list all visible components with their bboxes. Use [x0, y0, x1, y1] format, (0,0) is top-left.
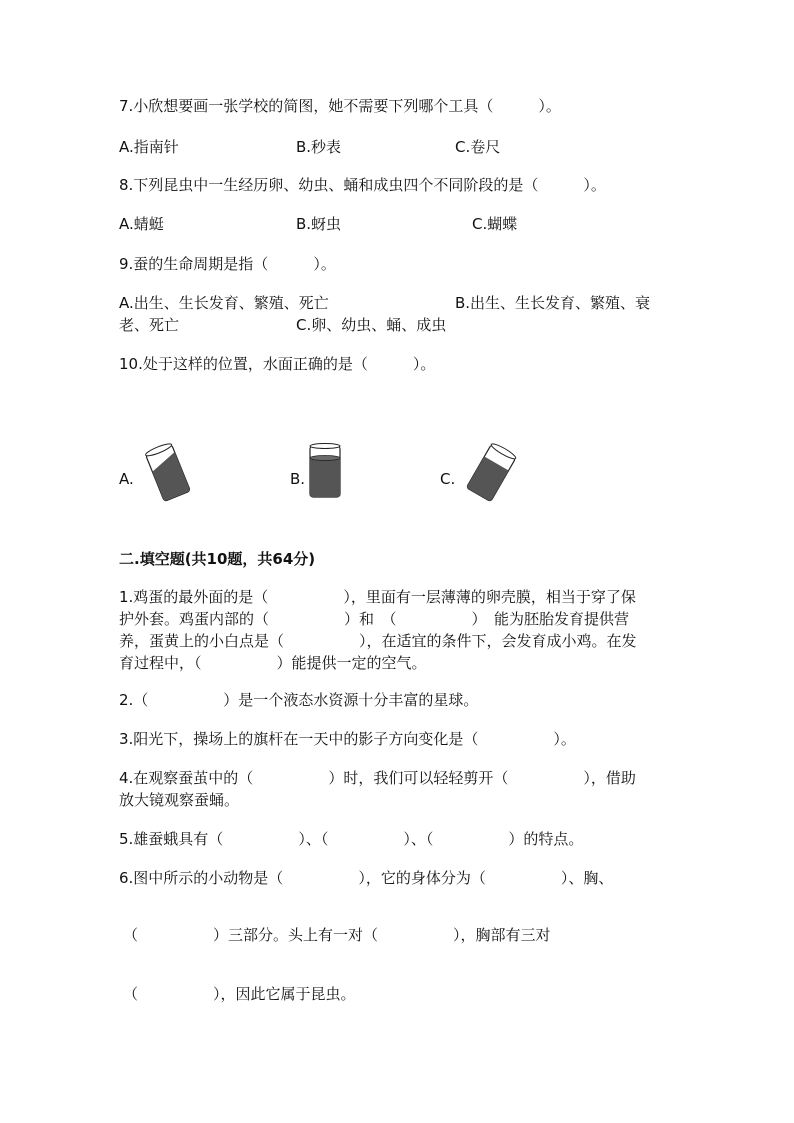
fill-q1-line1: 1.鸡蛋的最外面的是（ ），里面有一层薄薄的卵壳膜，相当于穿了保	[119, 588, 636, 606]
q9-option-a: A.出生、生长发育、繁殖、死亡	[119, 294, 329, 312]
q7-stem: 7.小欣想要画一张学校的简图，她不需要下列哪个工具（ ）。	[119, 97, 561, 115]
q9-option-c: C.卵、幼虫、蛹、成虫	[296, 316, 447, 334]
section2-heading: 二.填空题(共10题，共64分)	[119, 550, 316, 568]
q9-option-b-part1: B.出生、生长发育、繁殖、衰	[455, 294, 651, 312]
fill-q6-line3: （ ），因此它属于昆虫。	[123, 985, 356, 1003]
q9-stem: 9.蚕的生命周期是指（ ）。	[119, 255, 336, 273]
fill-q1-line2: 护外套。鸡蛋内部的（ ）和 （ ） 能为胚胎发育提供营	[119, 610, 630, 628]
fill-q6-line1: 6.图中所示的小动物是（ ），它的身体分为（ ）、胸、	[119, 869, 614, 887]
q10-glass-c-image	[460, 440, 522, 506]
q7-option-a: A.指南针	[119, 138, 179, 156]
fill-q2: 2.（ ）是一个液态水资源十分丰富的星球。	[119, 691, 479, 709]
fill-q1-line3: 养，蛋黄上的小白点是（ ），在适宜的条件下，会发育成小鸡。在发	[119, 632, 637, 650]
q8-stem: 8.下列昆虫中一生经历卵、幼虫、蛹和成虫四个不同阶段的是（ ）。	[119, 176, 606, 194]
q10-glass-a-image	[140, 440, 196, 506]
q8-option-c: C.蝴蝶	[472, 215, 518, 233]
q9-option-b-part2: 老、死亡	[119, 316, 180, 334]
q8-option-b: B.蚜虫	[296, 215, 342, 233]
q7-option-b: B.秒表	[296, 138, 342, 156]
q10-option-c-label: C.	[440, 470, 456, 488]
fill-q6-line2: （ ）三部分。头上有一对（ ），胸部有三对	[123, 926, 551, 944]
q10-glass-b-image	[305, 442, 345, 500]
fill-q5: 5.雄蚕蛾具有（ ）、（ ）、（ ）的特点。	[119, 830, 584, 848]
q10-option-b-label: B.	[290, 470, 306, 488]
fill-q4-line2: 放大镜观察蚕蛹。	[119, 791, 240, 809]
fill-q4-line1: 4.在观察蚕茧中的（ ）时，我们可以轻轻剪开（ ），借助	[119, 769, 636, 787]
fill-q1-line4: 育过程中，（ ）能提供一定的空气。	[119, 654, 427, 672]
q10-option-a-label: A.	[119, 470, 134, 488]
q7-option-c: C.卷尺	[455, 138, 501, 156]
q8-option-a: A.蜻蜓	[119, 215, 164, 233]
q10-stem: 10.处于这样的位置，水面正确的是（ ）。	[119, 355, 436, 373]
fill-q3: 3.阳光下，操场上的旗杆在一天中的影子方向变化是（ ）。	[119, 730, 576, 748]
